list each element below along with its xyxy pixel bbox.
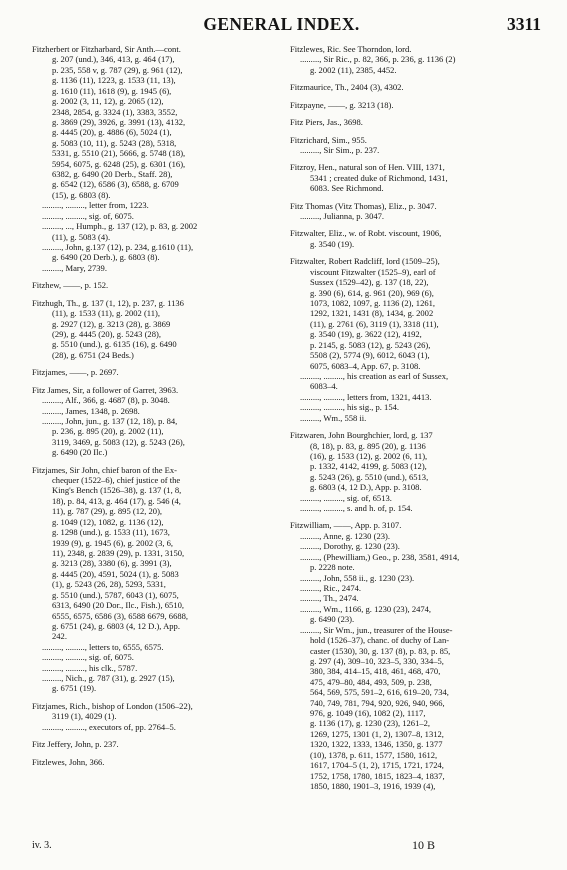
index-entry-line: ........., Sir Wm., jun., treasurer of the House- xyxy=(300,624,453,635)
index-entry-line: g. 3540 (19). xyxy=(310,238,355,249)
index-entry-heading: Fitzlewes, John, 366. xyxy=(32,756,105,767)
page-footer xyxy=(0,838,567,856)
index-entry-heading: Fitzroy, Hen., natural son of Hen. VIII, 1371, xyxy=(290,162,445,173)
index-entry-line: p. 236, g. 895 (20), g. 2002 (11), xyxy=(52,426,164,437)
index-entry-line: (1), g. 5243 (26, 28), 5293, 5331, xyxy=(52,579,166,590)
index-entry-line: ........., ........., executors of, pp. 2764–5. xyxy=(42,721,176,732)
index-entry-line: g. 3540 (19), g. 3622 (12), 4192, xyxy=(310,329,422,340)
index-entry-line: 242. xyxy=(52,631,67,642)
index-entry-line: g. 5083 (10, 11), g. 5243 (28), 5318, xyxy=(52,137,177,148)
index-entry-line: ........., Sir Sim., p. 237. xyxy=(300,144,380,155)
index-entry-line: ........., ........., sig. of, 6513. xyxy=(300,492,392,503)
index-entry-line: ........., (Phewilliam,) Geo., p. 238, 3581, 4914, xyxy=(300,551,460,562)
index-entry-line: viscount Fitzwalter (1525–9), earl of xyxy=(310,266,436,277)
index-entry-line: 5341 ; created duke of Richmond, 1431, xyxy=(310,172,448,183)
index-entry-heading: Fitzjames, Sir John, chief baron of the Ex- xyxy=(32,464,178,475)
index-entry-line: 6555, 6575, 6586 (3), 6588 6679, 6688, xyxy=(52,610,189,621)
index-entry-line: 1752, 1758, 1780, 1815, 1823–4, 1837, xyxy=(310,770,445,781)
index-entry-line: g. 5243 (26), g. 5510 (und.), 6513, xyxy=(310,471,429,482)
index-entry-heading: Fitzpayne, ——, g. 3213 (18). xyxy=(290,99,394,110)
index-entry-line: (10), 1378, p. 611, 1577, 1580, 1612, xyxy=(310,749,438,760)
index-entry-line: g. 5510 (und.), 5787, 6043 (1), 6075, xyxy=(52,589,179,600)
index-entry-line: g. 2927 (12), g. 3213 (28), g. 3869 xyxy=(52,318,171,329)
index-entry-line: (16), g. 1533 (12), g. 2002 (6, 11), xyxy=(310,450,428,461)
index-entry-line: 6083–4. xyxy=(310,381,338,392)
index-entry-line: 1617, 1704–5 (1, 2), 1715, 1721, 1724, xyxy=(310,760,444,771)
index-entry-line: g. 3869 (29), 3926, g. 3991 (13), 4132, xyxy=(52,116,186,127)
index-entry-heading: Fitzherbert or Fitzharbard, Sir Anth.—cont. xyxy=(32,44,181,54)
index-entry-line: (29), g. 4445 (20), g. 5243 (28), xyxy=(52,328,161,339)
index-entry-line: ........., Nich., g. 787 (31), g. 2927 (15), xyxy=(42,673,175,684)
index-entry-line: ........., ........., s. and h. of, p. 154. xyxy=(300,503,413,514)
index-entry-line: Sussex (1529–42), g. 137 (18, 22), xyxy=(310,277,429,288)
index-entry-line: 1292, 1321, 1431 (8), 1434, g. 2002 xyxy=(310,308,434,319)
index-entry-line: 6083. See Richmond. xyxy=(310,183,384,194)
index-entry-heading: Fitzjames, ——, p. 2697. xyxy=(32,367,119,378)
page-header xyxy=(22,12,541,38)
index-entry-line: g. 2002 (11), 2385, 4452. xyxy=(310,64,397,75)
index-entry-line: p. 235, 558 v, g. 787 (29), g. 961 (12), xyxy=(52,64,183,75)
index-entry-line: g. 6490 (23). xyxy=(310,614,355,625)
index-entry-line: 18), p. 84, 413, g. 464 (17), g. 546 (4, xyxy=(52,495,181,506)
index-entry-line: 1269, 1275, 1301 (1, 2), 1307–8, 1312, xyxy=(310,728,444,739)
index-entry-line: 5954, 6075, g. 6248 (25), g. 6301 (16), xyxy=(52,158,186,169)
index-entry-heading: Fitzhew, ——, p. 152. xyxy=(32,280,109,291)
index-entry-line: 2348, 2854, g. 3324 (1), 3383, 3552, xyxy=(52,106,178,117)
index-entry-line: g. 6751 (19). xyxy=(52,683,97,694)
index-entry-heading: Fitzwaren, John Bourghchier, lord, g. 137 xyxy=(290,430,433,441)
index-entry-line: 3119 (1), 4029 (1). xyxy=(52,711,117,722)
index-entry-line: g. 2002 (3, 11, 12), g. 2065 (12), xyxy=(52,96,164,107)
index-entry-line: 6382, g. 6490 (20 Derb., Staff. 28), xyxy=(52,169,173,180)
index-entry-line: ........., ........., his sig., p. 154. xyxy=(300,402,400,413)
index-entry-line: ........., John, jun., g. 137 (12, 18), p. 84, xyxy=(42,415,178,426)
index-entry-line: ........., ........., letters to, 6555, 6575. xyxy=(42,641,164,652)
index-entry-line: 1320, 1322, 1333, 1346, 1350, g. 1377 xyxy=(310,739,443,750)
index-entry-line: g. 4445 (20), 4591, 5024 (1), g. 5083 xyxy=(52,568,179,579)
index-entry-line: ........., ........., sig. of, 6075. xyxy=(42,210,134,221)
index-entry-line: g. 1049 (12), 1082, g. 1136 (12), xyxy=(52,516,164,527)
running-title: GENERAL INDEX. xyxy=(203,14,360,34)
index-entry-line: ........., John, 558 ii., g. 1230 (23). xyxy=(300,572,415,583)
index-entry-heading: Fitz James, Sir, a follower of Garret, 3963. xyxy=(32,384,179,395)
page-number: 3311 xyxy=(506,14,541,34)
index-entry-heading: Fitzlewes, Ric. See Thorndon, lord. xyxy=(290,44,412,54)
index-entry-line: g. 207 (und.), 346, 413, g. 464 (17), xyxy=(52,54,175,65)
index-entry-line: g. 5510 (und.), g. 6135 (16), g. 6490 xyxy=(52,339,177,350)
index-entry-line: ........., John, g.137 (12), p. 234, g.1610 (11), xyxy=(42,242,194,253)
index-entry-line: g. 6490 (20 Ilc.) xyxy=(52,447,108,458)
gathering-mark: 10 B xyxy=(412,838,436,852)
index-entry-line: ........., Ric., 2474. xyxy=(300,582,362,593)
index-entry-line: ........., ........., sig. of, 6075. xyxy=(42,652,134,663)
index-entry-heading: Fitzrichard, Sim., 955. xyxy=(290,134,367,145)
index-entry-line: g. 6751 (24), g. 6803 (4, 12 D.), App. xyxy=(52,620,180,631)
index-entry-line: King's Bench (1526–38), g. 137 (1, 8, xyxy=(52,485,182,496)
index-entry-line: ........., Wm., 558 ii. xyxy=(300,412,367,423)
index-entry-line: ........., Wm., 1166, g. 1230 (23), 2474, xyxy=(300,603,432,614)
index-entry-line: g. 6803 (4, 12 D.), App. p. 3108. xyxy=(310,482,422,493)
index-entry-line: 6313, 6490 (20 Dor., Ilc., Fish.), 6510, xyxy=(52,600,184,611)
index-column-left xyxy=(32,44,280,767)
index-entry-line: chequer (1522–6), chief justice of the xyxy=(52,475,181,486)
index-entry-line: ........., Dorothy, g. 1230 (23). xyxy=(300,541,400,552)
index-entry-line: ........., Sir Ric., p. 82, 366, p. 236, g. 1136 (2) xyxy=(300,54,456,65)
index-entry-line: ........., Julianna, p. 3047. xyxy=(300,211,385,222)
index-entry-line: p. 2228 note. xyxy=(310,562,355,573)
index-entry-heading: Fitzjames, Rich., bishop of London (1506–22), xyxy=(32,700,193,711)
index-entry-line: (11), g. 1533 (11), g. 2002 (11), xyxy=(52,308,161,319)
index-entry-line: 976, g. 1049 (16), 1082 (2), 1117, xyxy=(310,708,426,719)
index-entry-line: 1939 (9), g. 1945 (6), g. 2002 (3, 6, xyxy=(52,537,174,548)
index-entry-line: 740, 749, 781, 794, 920, 926, 940, 966, xyxy=(310,697,445,708)
index-entry-line: 380, 384, 414–15, 418, 461, 468, 470, xyxy=(310,666,441,677)
index-entry-heading: Fitzwalter, Eliz., w. of Robt. viscount, 1906, xyxy=(290,228,442,239)
signature-mark: iv. 3. xyxy=(32,840,52,851)
index-entry-line: g. 1298 (und.), g. 1533 (11), 1673, xyxy=(52,527,170,538)
index-entry-line: g. 6542 (12), 6586 (3), 6588, g. 6709 xyxy=(52,179,179,190)
index-entry-heading: Fitzwilliam, ——, App. p. 3107. xyxy=(290,520,402,531)
index-entry-heading: Fitz Piers, Jas., 3698. xyxy=(290,117,363,128)
index-entry-line: g. 3213 (28), 3380 (6), g. 3991 (3), xyxy=(52,558,172,569)
index-entry-line: g. 1610 (11), 1618 (9), g. 1945 (6), xyxy=(52,85,172,96)
index-entry-line: p. 2145, g. 5083 (12), g. 5243 (26), xyxy=(310,339,431,350)
index-entry-line: (28), g. 6751 (24 Beds.) xyxy=(52,349,134,360)
index-entry-line: 564, 569, 575, 591–2, 616, 619–20, 734, xyxy=(310,687,449,698)
index-entry-line: caster (1530), 30, g. 137 (8), p. 83, p. 85, xyxy=(310,645,451,656)
index-column-right xyxy=(290,44,545,791)
index-entry-line: (15), g. 6803 (8). xyxy=(52,189,111,200)
index-entry-line: p. 1332, 4142, 4199, g. 5083 (12), xyxy=(310,461,427,472)
index-entry-line: ........., ........., letters from, 1321, 4413. xyxy=(300,391,432,402)
index-entry-heading: Fitzwalter, Robert Radcliff, lord (1509–25), xyxy=(290,256,440,267)
index-entry-line: g. 6490 (20 Derb.), g. 6803 (8). xyxy=(52,252,160,263)
index-entry-line: g. 390 (6), 614, g. 961 (20), 969 (6), xyxy=(310,287,434,298)
index-entry-line: ........., James, 1348, p. 2698. xyxy=(42,405,140,416)
index-entry-line: g. 297 (4), 309–10, 323–5, 330, 334–5, xyxy=(310,655,444,666)
index-entry-line: 3119, 3469, g. 5083 (12), g. 5243 (26), xyxy=(52,436,185,447)
index-entry-line: 5508 (2), 5774 (9), 6012, 6043 (1), xyxy=(310,350,430,361)
index-entry-line: ........., Alf., 366, g. 4687 (8), p. 3048. xyxy=(42,395,170,406)
index-entry-line: 11), g. 787 (29), g. 895 (12, 20), xyxy=(52,506,163,517)
index-entry-line: g. 4445 (20), g. 4886 (6), 5024 (1), xyxy=(52,127,172,138)
index-entry-line: 475, 479–80, 484, 493, 509, p. 238, xyxy=(310,676,432,687)
index-entry-line: ........., ........., his creation as earl of Sussex, xyxy=(300,370,449,381)
index-entry-line: 11), 2348, g. 2839 (29), p. 1331, 3150, xyxy=(52,547,185,558)
index-entry-line: ........., ........., letter from, 1223. xyxy=(42,200,149,211)
index-entry-heading: Fitzhugh, Th., g. 137 (1, 12), p. 237, g. 1136 xyxy=(32,297,184,308)
index-entry-line: g. 1136 (17), g. 1230 (23), 1261–2, xyxy=(310,718,431,729)
index-entry-line: ........., Th., 2474. xyxy=(300,593,359,604)
index-entry-line: hold (1526–37), chanc. of duchy of Lan- xyxy=(310,635,450,646)
index-entry-line: g. 1136 (11), 1223, g. 1533 (11, 13), xyxy=(52,75,176,86)
index-entry-line: 1850, 1880, 1901–3, 1916, 1939 (4), xyxy=(310,781,436,791)
index-entry-line: 6075, 6083–4, App. 67, p. 3108. xyxy=(310,360,421,371)
index-entry-heading: Fitz Jeffery, John, p. 237. xyxy=(32,739,119,750)
index-entry-line: (8, 18), p. 83, g. 895 (20), g. 1136 xyxy=(310,440,426,451)
index-entry-line: ........., ..., Humph., g. 137 (12), p. 83, g. 2002 xyxy=(42,221,198,232)
index-entry-line: (11), g. 5083 (4). xyxy=(52,231,111,242)
index-entry-line: ........., Mary, 2739. xyxy=(42,262,107,273)
index-entry-line: ........., Anne, g. 1230 (23). xyxy=(300,530,390,541)
index-entry-line: 5331, g. 5510 (21), 5666, g. 5748 (18), xyxy=(52,148,186,159)
index-entry-line: ........., ........., his clk., 5787. xyxy=(42,662,138,673)
index-entry-line: (11), g. 2761 (6), 3119 (1), 3318 (11), xyxy=(310,318,439,329)
index-entry-line: 1073, 1082, 1097, g. 1136 (2), 1261, xyxy=(310,298,436,309)
index-entry-heading: Fitz Thomas (Vitz Thomas), Eliz., p. 3047. xyxy=(290,200,437,211)
index-entry-heading: Fitzmaurice, Th., 2404 (3), 4302. xyxy=(290,82,404,93)
